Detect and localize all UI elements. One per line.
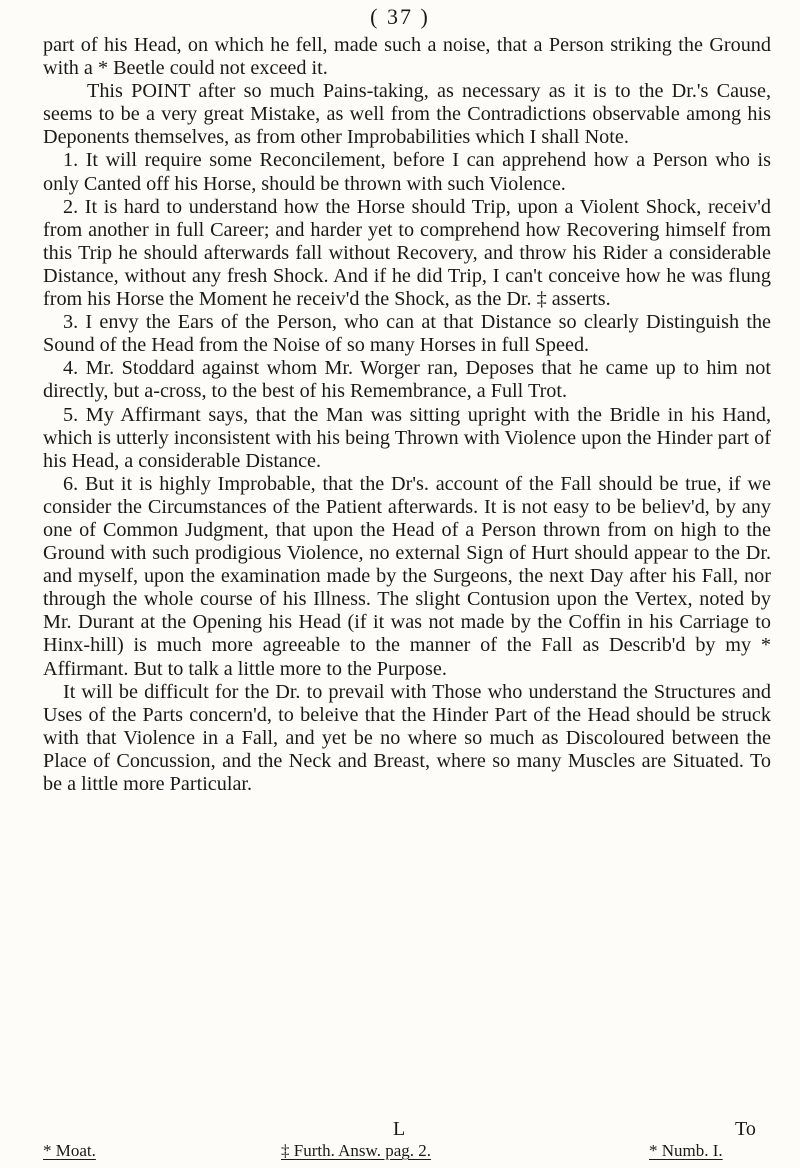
paragraph-item-1: 1. It will require some Reconcilement, before I can apprehend how a Person who is only Canted off his Horse, should be thrown with such Violence.: [43, 149, 771, 195]
signature-row: [43, 1118, 771, 1142]
paragraph-item-6: 6. But it is highly Improbable, that the Dr's. account of the Fall should be true, if we consider the Circumstances of the Patient afterwards. It is not easy to be believ'd, by any one of Common Judgment, that upon the Head of a Person thrown from on high to the Ground with such prodigious Violence, no external Sign of Hurt should appear to the Dr. and myself, upon the examination made by the Surgeons, the next Day after his Fall, nor through the whole course of his Illness. The slight Contusion upon the Vertex, noted by Mr. Durant at the Opening his Head (if it was not made by the Coffin in his Carriage to Hinx-hill) is much more agreeable to the manner of the Fall as Describ'd by my * Affirmant. But to talk a little more to the Purpose.: [43, 472, 771, 680]
signature-mark: L: [393, 1118, 406, 1140]
paragraph-item-4: 4. Mr. Stoddard against whom Mr. Worger ran, Deposes that he came up to him not directly, but a-cross, to the best of his Remembrance, a Full Trot.: [43, 357, 771, 403]
paragraph-item-2: 2. It is hard to understand how the Horse should Trip, upon a Violent Shock, receiv'd from another in full Career; and harder yet to comprehend how Recovering himself from this Trip he should afterwards fall without Recovery, and throw his Rider a considerable Distance, without any fresh Shock. And if he did Trip, I can't conceive how he was flung from his Horse the Moment he receiv'd the Shock, as the Dr. ‡ asserts.: [43, 195, 771, 311]
footnote-3: * Numb. I.: [649, 1141, 723, 1160]
body-text: [43, 34, 771, 796]
paragraph-closing: It will be difficult for the Dr. to prevail with Those who understand the Structures and Uses of the Parts concern'd, to beleive that the Hinder Part of the Head should be struck with that Violence in a Fall, and yet be no where so much as Discoloured between the Place of Concussion, and the Neck and Breast, where so many Muscles are Situated. To be a little more Particular.: [43, 680, 771, 795]
paragraph-item-5: 5. My Affirmant says, that the Man was sitting upright with the Bridle in his Hand, which is utterly inconsistent with his being Thrown with Violence upon the Hinder part of his Head, a considerable Distance.: [43, 403, 771, 472]
page-number: ( 37 ): [370, 4, 430, 29]
paragraph-point: This POINT after so much Pains-taking, as necessary as it is to the Dr.'s Cause, seems to be a very great Mistake, as well from the Contradictions observable among his Deponents themselves, as from other Improbabilities which I shall Note.: [43, 80, 771, 149]
footnote-1: * Moat.: [43, 1141, 96, 1160]
paragraph-continuation: part of his Head, on which he fell, made such a noise, that a Person striking the Ground with a * Beetle could not exceed it.: [43, 34, 771, 80]
paragraph-item-3: 3. I envy the Ears of the Person, who can at that Distance so clearly Distinguish the Sound of the Head from the Noise of so many Horses in full Speed.: [43, 311, 771, 357]
catchword: To: [735, 1118, 756, 1140]
footnotes-row: [43, 1141, 771, 1165]
footnote-2: ‡ Furth. Answ. pag. 2.: [281, 1141, 432, 1160]
